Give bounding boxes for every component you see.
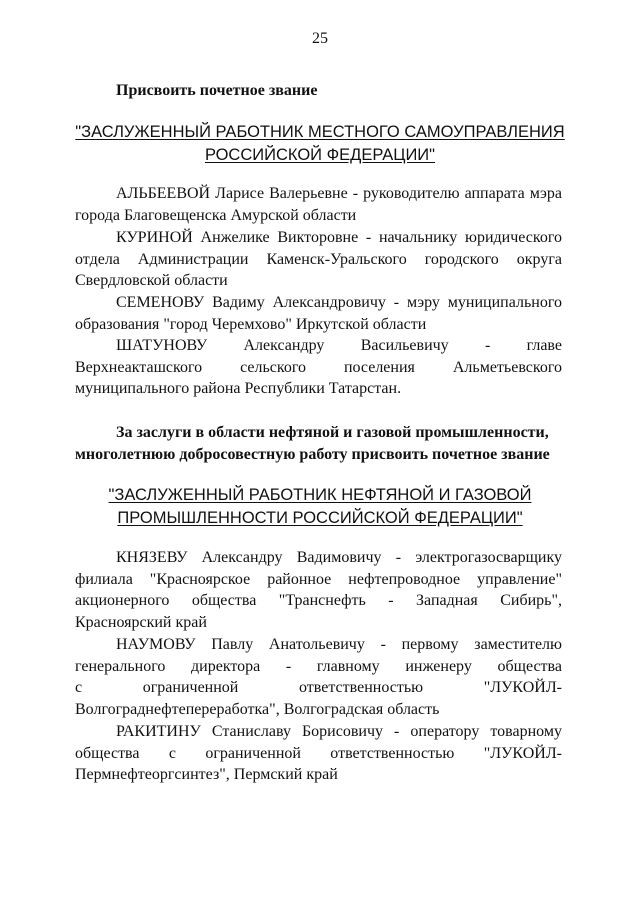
section2-title-line-2: ПРОМЫШЛЕННОСТИ РОССИЙСКОЙ ФЕДЕРАЦИИ" bbox=[117, 509, 523, 527]
section2-heading-line-2: многолетнюю добросовестную работу присвоить почетное звание bbox=[75, 446, 550, 463]
entry-line: образования "город Черемхово" Иркутской области bbox=[75, 315, 427, 333]
entry-line: Пермнефтеоргсинтез", Пермский край bbox=[75, 766, 338, 784]
entry-line: Верхнеакташского сельского поселения Альметьевского bbox=[75, 358, 562, 376]
section1-title-line-1: "ЗАСЛУЖЕННЫЙ РАБОТНИК МЕСТНОГО САМОУПРАВЛЕНИЯ bbox=[75, 123, 565, 141]
section1-title bbox=[75, 121, 565, 167]
entry-naumov bbox=[75, 634, 562, 720]
entry-knyazev bbox=[75, 547, 562, 633]
section2-heading-line-1: За заслуги в области нефтяной и газовой промышленности, bbox=[116, 424, 549, 441]
entry-kurina bbox=[75, 227, 562, 292]
section2-title bbox=[75, 484, 565, 530]
entry-line: города Благовещенска Амурской области bbox=[75, 206, 357, 224]
page-number: 25 bbox=[312, 30, 328, 47]
entry-line: акционерного общества "Транснефть - Западная Сибирь", bbox=[75, 592, 562, 610]
section1-title-line-2: РОССИЙСКОЙ ФЕДЕРАЦИИ" bbox=[204, 146, 436, 164]
entry-line: РАКИТИНУ Станиславу Борисовичу - оператору товарному bbox=[116, 723, 562, 740]
entry-line: Красноярский край bbox=[75, 613, 207, 631]
entry-line: Свердловской области bbox=[75, 272, 228, 290]
entry-line: отдела Администрации Каменск-Уральского городского округа bbox=[75, 250, 562, 268]
entry-rakitin bbox=[75, 721, 562, 786]
entry-line: генерального директора - главному инженеру общества bbox=[75, 657, 562, 675]
entry-line: Волгограднефтепереработка", Волгоградская область bbox=[75, 700, 440, 718]
section1-heading: Присвоить почетное звание bbox=[116, 82, 318, 99]
section2-heading bbox=[75, 422, 565, 466]
entry-line: КУРИНОЙ Анжелике Викторовне - начальнику юридического bbox=[116, 229, 562, 246]
entry-line: АЛЬБЕЕВОЙ Ларисе Валерьевне - руководителю аппарата мэра bbox=[116, 185, 562, 202]
entry-semenov bbox=[75, 292, 562, 335]
entry-line: КНЯЗЕВУ Александру Вадимовичу - электрогазосварщику bbox=[116, 549, 562, 566]
entry-line: общества с ограниченной ответственностью "ЛУКОЙЛ- bbox=[75, 744, 562, 762]
entry-shatunov bbox=[75, 335, 562, 400]
entry-line: муниципального района Республики Татарстан. bbox=[75, 380, 402, 398]
entry-albeeva bbox=[75, 183, 562, 226]
entry-line: с ограниченной ответственностью "ЛУКОЙЛ- bbox=[75, 679, 562, 697]
entry-line: НАУМОВУ Павлу Анатольевичу - первому заместителю bbox=[116, 636, 562, 653]
entry-line: ШАТУНОВУ Александру Васильевичу - главе bbox=[116, 337, 562, 354]
entry-line: СЕМЕНОВУ Вадиму Александровичу - мэру муниципального bbox=[116, 294, 562, 311]
entry-line: филиала "Красноярское районное нефтепроводное управление" bbox=[75, 570, 562, 588]
section2-title-line-1: "ЗАСЛУЖЕННЫЙ РАБОТНИК НЕФТЯНОЙ И ГАЗОВОЙ bbox=[108, 486, 532, 504]
